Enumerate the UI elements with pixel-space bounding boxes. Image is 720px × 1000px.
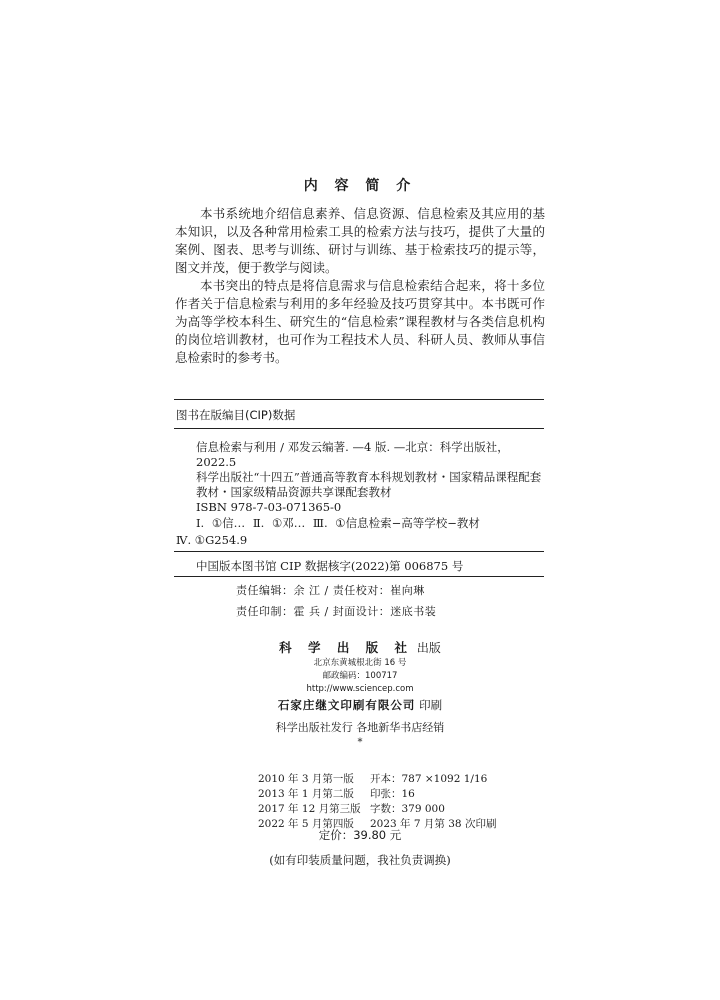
cip-class-line-2: Ⅳ. ①G254.9 <box>176 533 248 547</box>
edition-date: 2013 年 1 月第二版 <box>258 788 354 800</box>
page-title: 内 容 简 介 <box>303 178 417 194</box>
edition-spec: 2023 年 7 月第 38 次印刷 <box>370 818 497 830</box>
cip-classification <box>176 515 546 549</box>
edition-row <box>258 772 498 787</box>
edition-spec: 印张：16 <box>370 788 415 800</box>
price: 定价：39.80 元 <box>318 828 402 842</box>
edition-spec: 字数：379 000 <box>370 803 445 815</box>
distribution-line: 科学出版社发行 各地新华书店经销 <box>275 721 445 734</box>
cip-heading: 图书在版编目(CIP)数据 <box>176 408 296 422</box>
divider-cip-heading <box>174 428 544 429</box>
publisher-suffix: 出版 <box>416 641 441 655</box>
edition-spec: 开本：787 ×1092 1/16 <box>370 773 488 785</box>
cip-record-line: 信息检索与利用 / 邓发云编著. —4 版. —北京：科学出版社，2022.5 <box>196 440 509 469</box>
cip-class-line-1: Ⅰ. ①信… Ⅱ. ①邓… Ⅲ. ①信息检索−高等学校−教材 <box>196 516 480 530</box>
intro-paragraph-1: 本书系统地介绍信息素养、信息资源、信息检索及其应用的基本知识，以及各种常用检索工具的检索方法与技巧，提供了大量的案例、图表、思考与训练、研讨与训练、基于检索技巧的提示等，图文并茂，便于教学与阅读。 <box>175 206 545 275</box>
staff-editors: 责任编辑：余 江 / 责任校对：崔向琳 <box>236 584 425 597</box>
intro-text <box>175 205 545 367</box>
publisher-name: 科 学 出 版 社 <box>279 640 414 655</box>
intro-paragraph-2: 本书突出的特点是将信息需求与信息检索结合起来，将十多位作者关于信息检索与利用的多年经验及技巧贯穿其中。本书既可作为高等学校本科生、研究生的“信息检索”课程教材与各类信息机构的岗位培训教材，也可作为工程技术人员、科研人员、教师从事信息检索时的参考书。 <box>175 278 545 365</box>
publisher-block <box>0 638 720 748</box>
printer-name: 石家庄继文印刷有限公司 <box>277 698 416 712</box>
publisher-address: 北京东黄城根北街 16 号 <box>313 658 407 668</box>
edition-table <box>258 772 498 832</box>
cip-isbn-line: ISBN 978-7-03-071365-0 <box>196 500 342 514</box>
divider-cip-top <box>174 399 544 400</box>
publisher-postcode: 邮政编码：100717 <box>322 671 398 681</box>
edition-date: 2022 年 5 月第四版 <box>258 818 354 830</box>
edition-row <box>258 802 498 817</box>
edition-row <box>258 787 498 802</box>
edition-date: 2017 年 12 月第三版 <box>258 803 361 815</box>
staff-production: 责任印制：霍 兵 / 封面设计：迷底书装 <box>236 605 437 618</box>
edition-date: 2010 年 3 月第一版 <box>258 773 354 785</box>
publisher-website: http://www.sciencep.com <box>306 684 414 694</box>
quality-notice: (如有印装质量问题，我社负责调换) <box>269 853 451 867</box>
cip-number: 中国版本图书馆 CIP 数据核字(2022)第 006875 号 <box>196 559 464 573</box>
divider-cip-bottom <box>174 576 544 577</box>
cip-record <box>176 440 542 515</box>
divider-cip-number-top <box>174 551 544 552</box>
printer-suffix: 印刷 <box>419 698 443 712</box>
separator-star: * <box>357 737 363 748</box>
cip-series-line: 科学出版社“十四五”普通高等教育本科规划教材・国家精品课程配套教材・国家级精品资源共享课配套教材 <box>196 470 542 499</box>
